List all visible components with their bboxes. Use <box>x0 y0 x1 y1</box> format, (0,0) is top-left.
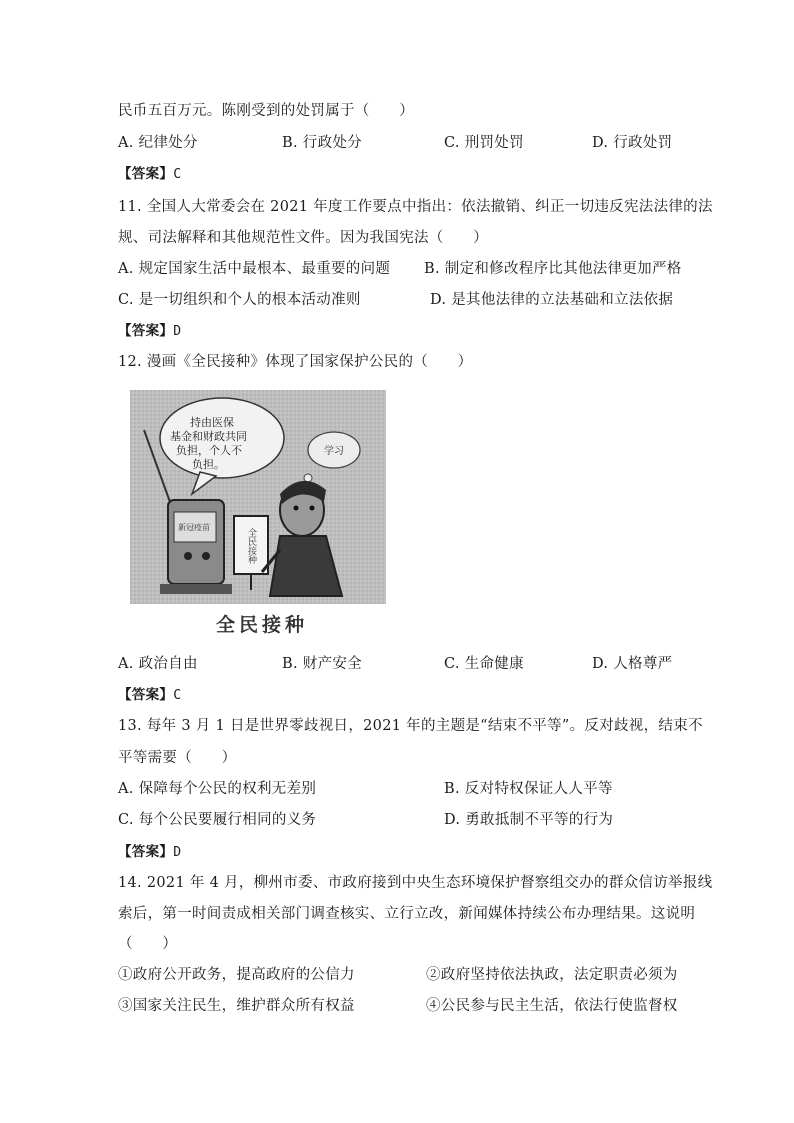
q10-option-a: A. 纪律处分 <box>118 135 198 151</box>
answer-label: 【答案】 <box>118 323 174 339</box>
answer-value: D <box>173 845 182 860</box>
q12-option-d: D. 人格尊严 <box>592 656 673 672</box>
comic-thought-text: 学习 <box>324 446 344 457</box>
comic-box-label: 新冠疫苗 <box>178 523 210 532</box>
q10-stem-end: 民币五百万元。陈刚受到的处罚属于（ ） <box>118 103 414 119</box>
q14-item-1: ①政府公开政务，提高政府的公信力 <box>118 967 355 983</box>
q14-stem-line3: （ ） <box>118 936 178 952</box>
q12-option-c: C. 生命健康 <box>444 656 524 672</box>
answer-value: C <box>173 167 182 182</box>
q14-item-3: ③国家关注民生，维护群众所有权益 <box>118 998 355 1014</box>
comic-illustration <box>130 390 386 604</box>
q11-option-c: C. 是一切组织和个人的根本活动准则 <box>118 292 361 308</box>
comic-caption: 全民接种 <box>216 614 309 636</box>
q11-option-a: A. 规定国家生活中最根本、最重要的问题 <box>118 261 391 277</box>
answer-value: D <box>173 324 182 339</box>
comic-sign-text: 全民接种 <box>246 528 256 564</box>
q12-answer <box>118 685 181 706</box>
q14-stem-line2: 索后，第一时间责成相关部门调查核实、立行立改，新闻媒体持续公布办理结果。这说明 <box>118 906 696 922</box>
comic-bubble-text: 持由医保 基金和财政共同 负担，个人不 负担。 <box>170 416 247 471</box>
answer-label: 【答案】 <box>118 166 174 182</box>
q11-answer <box>118 321 181 342</box>
answer-value: C <box>173 688 182 703</box>
q13-option-c: C. 每个公民要履行相同的义务 <box>118 812 317 828</box>
q13-option-a: A. 保障每个公民的权利无差别 <box>118 781 317 797</box>
q14-stem-line1: 14. 2021 年 4 月，柳州市委、市政府接到中央生态环境保护督察组交办的群众信访举报线 <box>118 875 713 891</box>
q10-answer <box>118 164 181 185</box>
q12-stem: 12. 漫画《全民接种》体现了国家保护公民的（ ） <box>118 354 473 370</box>
answer-label: 【答案】 <box>118 844 174 860</box>
q11-option-d: D. 是其他法律的立法基础和立法依据 <box>430 292 674 308</box>
q12-option-a: A. 政治自由 <box>118 656 198 672</box>
q11-option-b: B. 制定和修改程序比其他法律更加严格 <box>424 261 682 277</box>
q13-option-b: B. 反对特权保证人人平等 <box>444 781 613 797</box>
q11-stem-line1: 11. 全国人大常委会在 2021 年度工作要点中指出：依法撤销、纠正一切违反宪法法律的法 <box>118 199 713 215</box>
q11-stem-line2: 规、司法解释和其他规范性文件。因为我国宪法（ ） <box>118 230 488 246</box>
q10-option-d: D. 行政处罚 <box>592 135 673 151</box>
q13-stem-line2: 平等需要（ ） <box>118 750 237 766</box>
q10-option-b: B. 行政处分 <box>282 135 362 151</box>
q10-option-c: C. 刑罚处罚 <box>444 135 524 151</box>
q13-answer <box>118 842 181 863</box>
answer-label: 【答案】 <box>118 687 174 703</box>
q13-stem-line1: 13. 每年 3 月 1 日是世界零歧视日，2021 年的主题是“结束不平等”。反对歧视，结束不 <box>118 718 703 734</box>
q14-item-4: ④公民参与民主生活，依法行使监督权 <box>426 998 678 1014</box>
q13-option-d: D. 勇敢抵制不平等的行为 <box>444 812 614 828</box>
q14-item-2: ②政府坚持依法执政，法定职责必须为 <box>426 967 678 983</box>
q12-option-b: B. 财产安全 <box>282 656 362 672</box>
